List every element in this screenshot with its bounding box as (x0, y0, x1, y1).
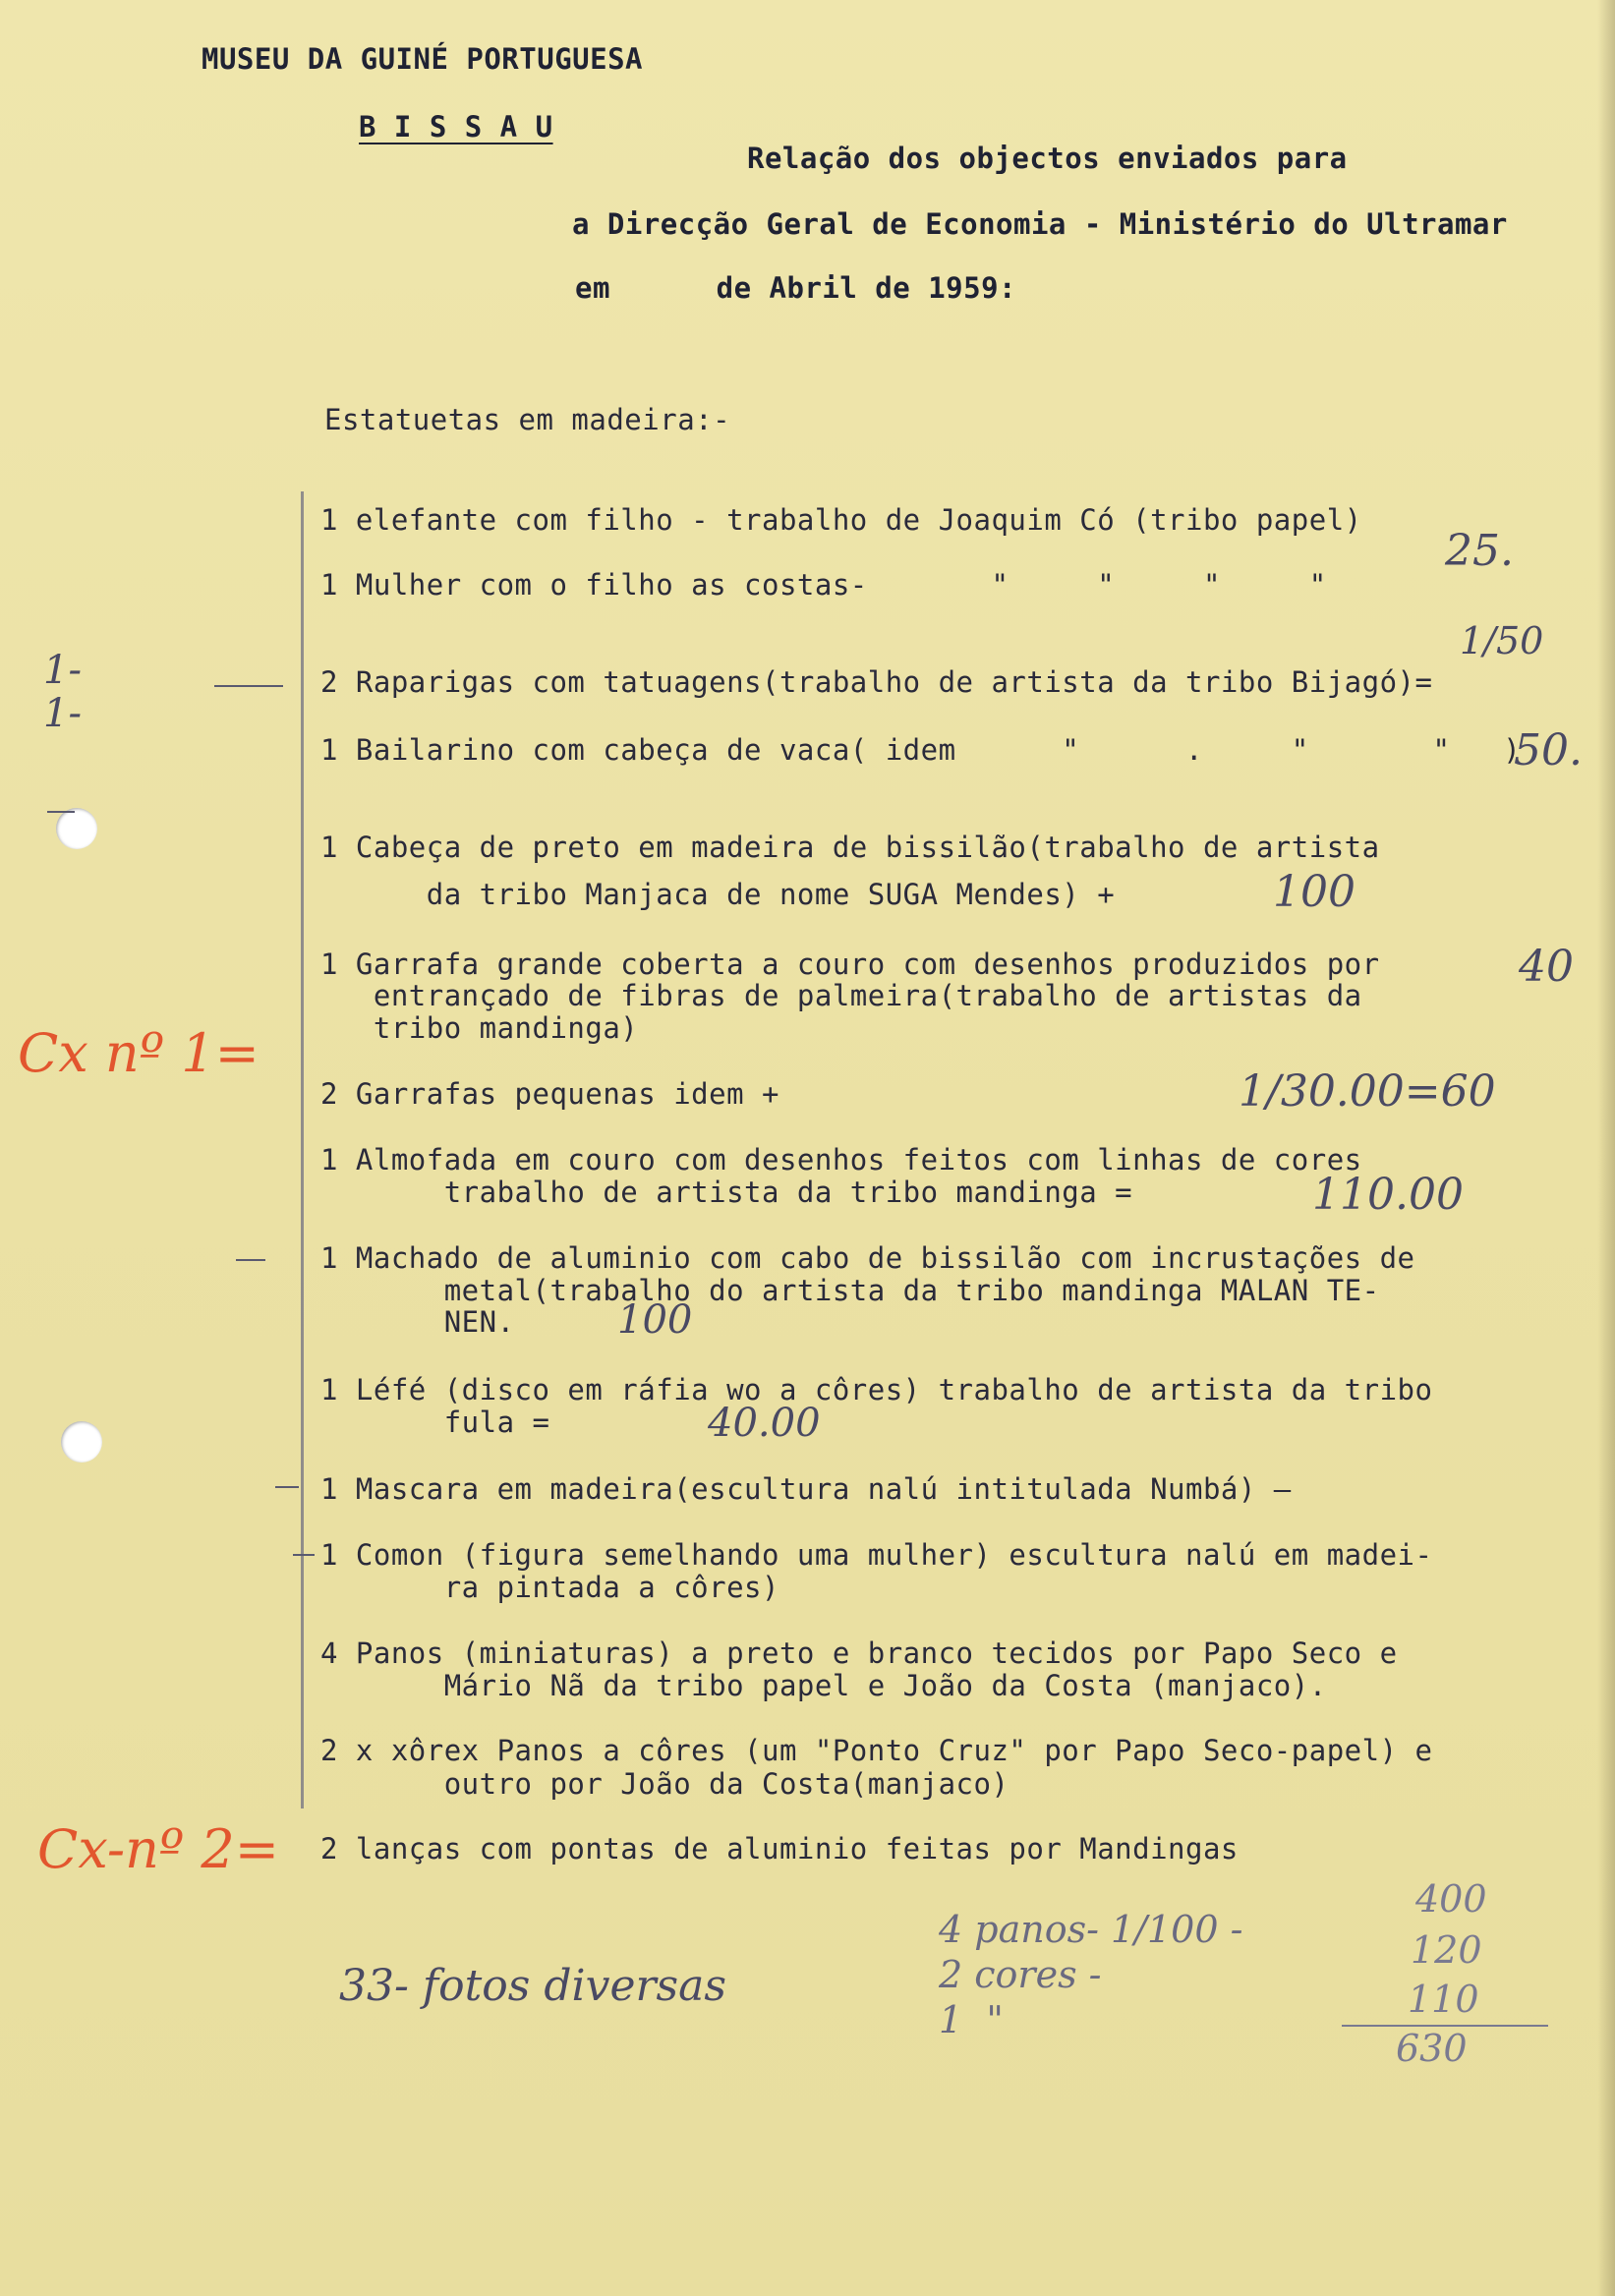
margin-dash (214, 685, 283, 687)
paper-edge-shadow (1597, 0, 1615, 2296)
handwritten-price-elefante: 25. (1445, 526, 1514, 576)
handwritten-margin-top: 1- 1- (43, 648, 82, 736)
item-cabeca-line-2: da tribo Manjaca de nome SUGA Mendes) + (320, 878, 1116, 911)
punch-hole-top (56, 808, 97, 849)
item-garrafa-line-1: 1 Garrafa grande coberta a couro com desenhos produzidos por (320, 947, 1380, 981)
handwritten-sum-1: 400 (1415, 1877, 1487, 1921)
item-almofada-line-2: trabalho de artista da tribo mandinga = (320, 1176, 1133, 1209)
item-comon-line-2: ra pintada a côres) (320, 1571, 779, 1604)
item-lancas: 2 lanças com pontas de aluminio feitas por Mandingas (320, 1832, 1239, 1866)
handwritten-price-raparigas: 1/50 (1460, 619, 1544, 662)
item-machado-line-2: metal(trabalho do artista da tribo mandinga MALAN TE- (320, 1274, 1380, 1307)
handwritten-price-machado: 100 (617, 1297, 693, 1343)
margin-dash (293, 1554, 315, 1556)
handwritten-price-lefe: 40.00 (708, 1401, 821, 1446)
handwritten-sum-3: 110 (1408, 1978, 1479, 2021)
item-garrafa-line-2: entrançado de fibras de palmeira(trabalho de artistas da (320, 979, 1362, 1012)
margin-bracket (301, 491, 304, 1808)
item-comon-line-1: 1 Comon (figura semelhando uma mulher) escultura nalú em madei- (320, 1538, 1433, 1572)
margin-dash (47, 811, 75, 813)
handwritten-price-garrafas-pequenas: 1/30.00=60 (1239, 1066, 1496, 1117)
section-title: Estatuetas em madeira:- (324, 403, 731, 436)
handwritten-summary-left: 4 panos- 1/100 - 2 cores - 1 " (939, 1908, 1243, 2041)
item-elefante: 1 elefante com filho - trabalho de Joaquim Có (tribo papel) (320, 503, 1362, 537)
handwritten-box-2: Cx-nº 2= (37, 1818, 280, 1880)
handwritten-sum-total: 630 (1396, 2027, 1468, 2070)
handwritten-photos: 33- fotos diversas (339, 1961, 726, 2011)
item-almofada-line-1: 1 Almofada em couro com desenhos feitos com linhas de cores (320, 1143, 1362, 1177)
handwritten-box-1: Cx nº 1= (18, 1022, 260, 1084)
item-panos-line-1: 4 Panos (miniaturas) a preto e branco tecidos por Papo Seco e (320, 1636, 1398, 1670)
margin-dash (236, 1259, 265, 1261)
handwritten-price-bailarino: 50. (1514, 725, 1583, 775)
item-machado-line-3: NEN. (320, 1305, 515, 1339)
item-garrafa-line-3: tribo mandinga) (320, 1011, 639, 1045)
handwritten-price-almofada: 110.00 (1312, 1170, 1464, 1220)
title-line-2: a Direcção Geral de Economia - Ministério do Ultramar (572, 207, 1508, 241)
item-mulher: 1 Mulher com o filho as costas- " " " " (320, 568, 1327, 602)
title-line-3: em de Abril de 1959: (575, 271, 1016, 305)
item-panos-cores-line-2: outro por João da Costa(manjaco) (320, 1767, 1009, 1801)
handwritten-price-garrafa: 40 (1519, 942, 1574, 992)
item-lefe-line-2: fula = (320, 1406, 550, 1439)
title-line-1: Relação dos objectos enviados para (747, 142, 1348, 175)
item-panos-line-2: Mário Nã da tribo papel e João da Costa (manjaco). (320, 1669, 1327, 1702)
item-cabeca-line-1: 1 Cabeça de preto em madeira de bissilão(trabalho de artista (320, 831, 1380, 864)
item-garrafas-pequenas: 2 Garrafas pequenas idem + (320, 1077, 779, 1111)
handwritten-price-cabeca: 100 (1273, 867, 1355, 917)
handwritten-sum-2: 120 (1411, 1928, 1482, 1972)
item-panos-cores-line-1: 2 x xôrex Panos a côres (um "Ponto Cruz" por Papo Seco-papel) e (320, 1734, 1433, 1767)
item-raparigas: 2 Raparigas com tatuagens(trabalho de artista da tribo Bijagó)= (320, 665, 1433, 699)
item-lefe-line-1: 1 Léfé (disco em ráfia wo a côres) trabalho de artista da tribo (320, 1373, 1433, 1406)
item-machado-line-1: 1 Machado de aluminio com cabo de bissilão com incrustações de (320, 1241, 1415, 1275)
margin-dash (275, 1486, 299, 1488)
museum-name: MUSEU DA GUINÉ PORTUGUESA (202, 42, 643, 76)
item-bailarino: 1 Bailarino com cabeça de vaca( idem " . " " ) (320, 733, 1522, 767)
punch-hole-bottom (61, 1421, 102, 1463)
city-name: B I S S A U (359, 110, 553, 144)
item-mascara: 1 Mascara em madeira(escultura nalú intitulada Numbá) — (320, 1472, 1292, 1506)
